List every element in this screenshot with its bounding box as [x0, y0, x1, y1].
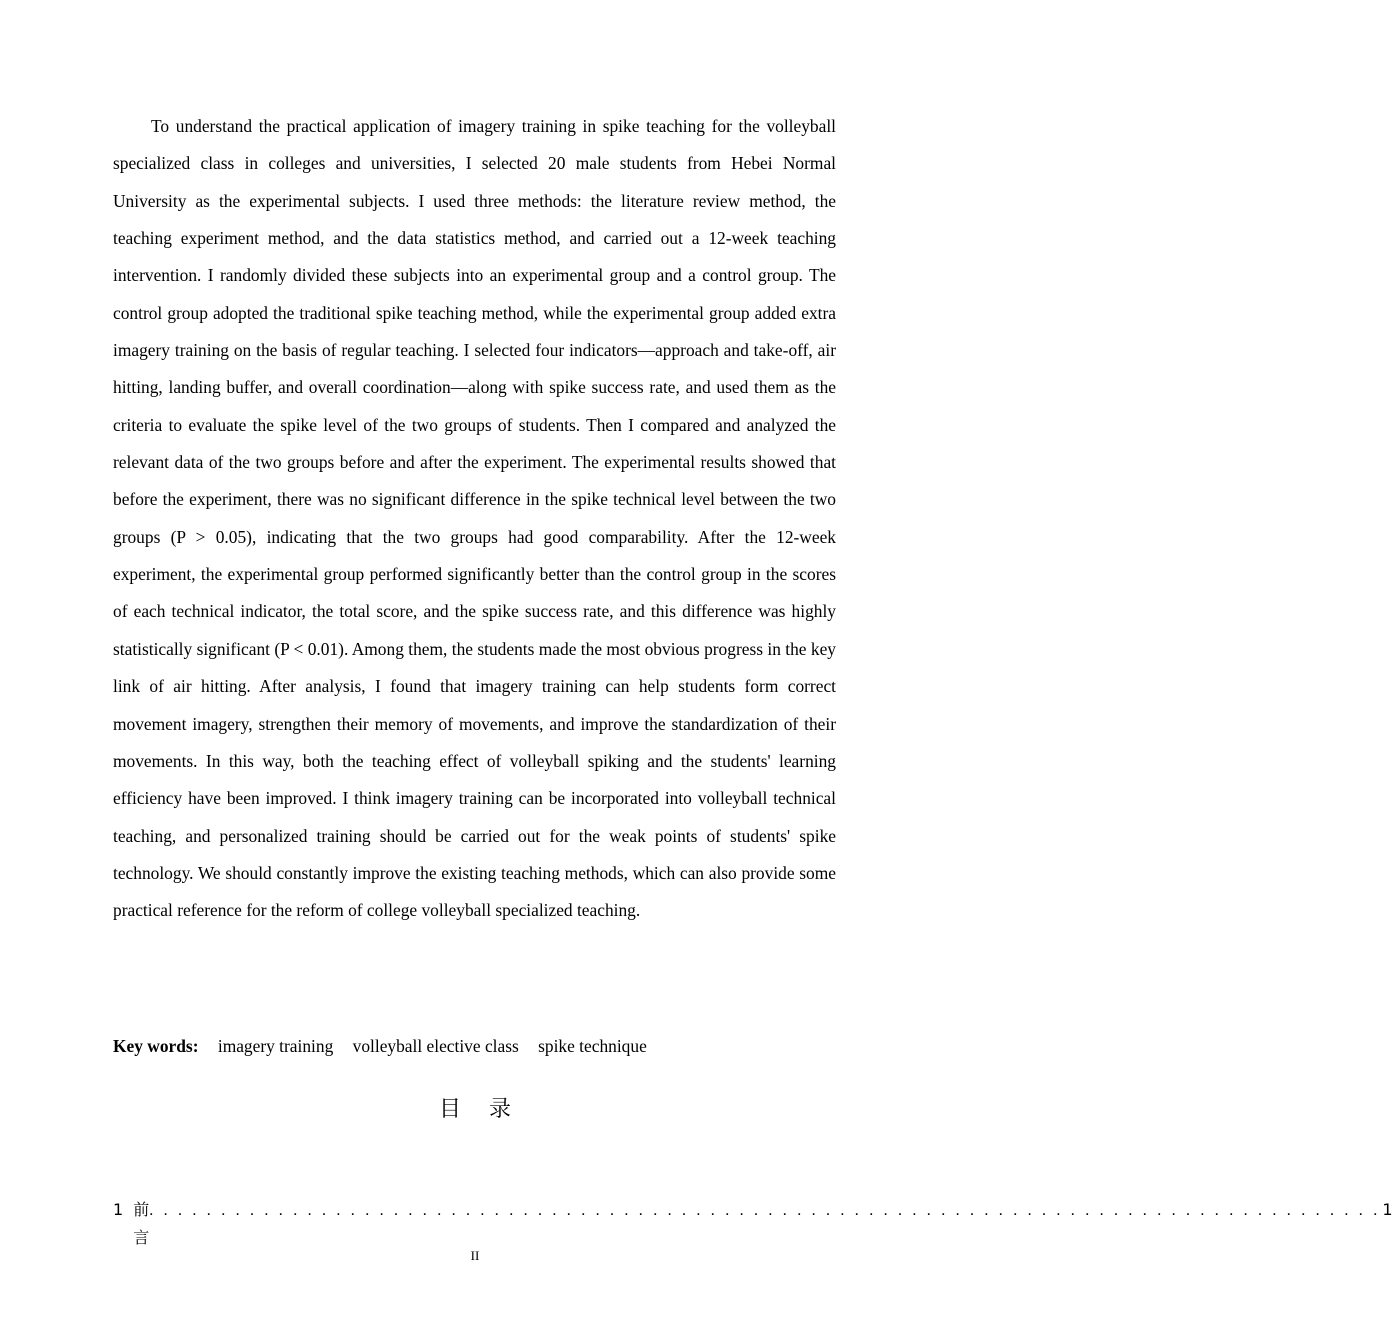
- toc-entry-number: 1: [113, 1200, 124, 1219]
- toc-title-char: 目: [438, 1097, 461, 1122]
- keyword-item: imagery training: [217, 1036, 334, 1056]
- keywords-label: Key words:: [113, 1036, 199, 1056]
- toc-title: [0, 1092, 950, 1128]
- page-number: II: [470, 1248, 480, 1263]
- keywords-line: [113, 1028, 836, 1064]
- keyword-item: volleyball elective class: [352, 1036, 519, 1056]
- keyword-item: spike technique: [538, 1036, 647, 1056]
- toc-leader-dots: . . . . . . . . . . . . . . . . . . . . . . . . . . . . . . . . . . . . . . . . . . . . . . . . . . . . . . . . . . . . . . . . . . . . . . . . . . . . . . . . . . . . . .: [149, 1202, 1381, 1219]
- toc-entry-page: 1: [1382, 1200, 1393, 1219]
- abstract-paragraph: To understand the practical application of imagery training in spike teaching for the volleyball specialized class in colleges and universities, I selected 20 male students from Hebei Normal University as the experimental subjects. I used three methods: the literature review method, the teaching experiment method, and the data statistics method, and carried out a 12-week teaching intervention. I randomly divided these subjects into an experimental group and a control group. The control group adopted the traditional spike teaching method, while the experimental group added extra imagery training on the basis of regular teaching. I selected four indicators—approach and take-off, air hitting, landing buffer, and overall coordination—along with spike success rate, and used them as the criteria to evaluate the spike level of the two groups of students. Then I compared and analyzed the relevant data of the two groups before and after the experiment. The experimental results showed that before the experiment, there was no significant difference in the spike technical level between the two groups (P > 0.05), indicating that the two groups had good comparability. After the 12-week experiment, the experimental group performed significantly better than the control group in the scores of each technical indicator, the total score, and the spike success rate, and this difference was highly statistically significant (P < 0.01). Among them, the students made the most obvious progress in the key link of air hitting. After analysis, I found that imagery training can help students form correct movement imagery, strengthen their memory of movements, and improve the standardization of their movements. In this way, both the teaching effect of volleyball spiking and the students' learning efficiency have been improved. I think imagery training can be incorporated into volleyball technical teaching, and personalized training should be carried out for the weak points of students' spike technology. We should constantly improve the existing teaching methods, which can also provide some practical reference for the reform of college volleyball specialized teaching.: [113, 116, 836, 921]
- toc-entry-title: 前言: [133, 1200, 150, 1247]
- toc-title-char: 录: [489, 1097, 512, 1122]
- toc-entry[interactable]: [113, 1196, 1393, 1247]
